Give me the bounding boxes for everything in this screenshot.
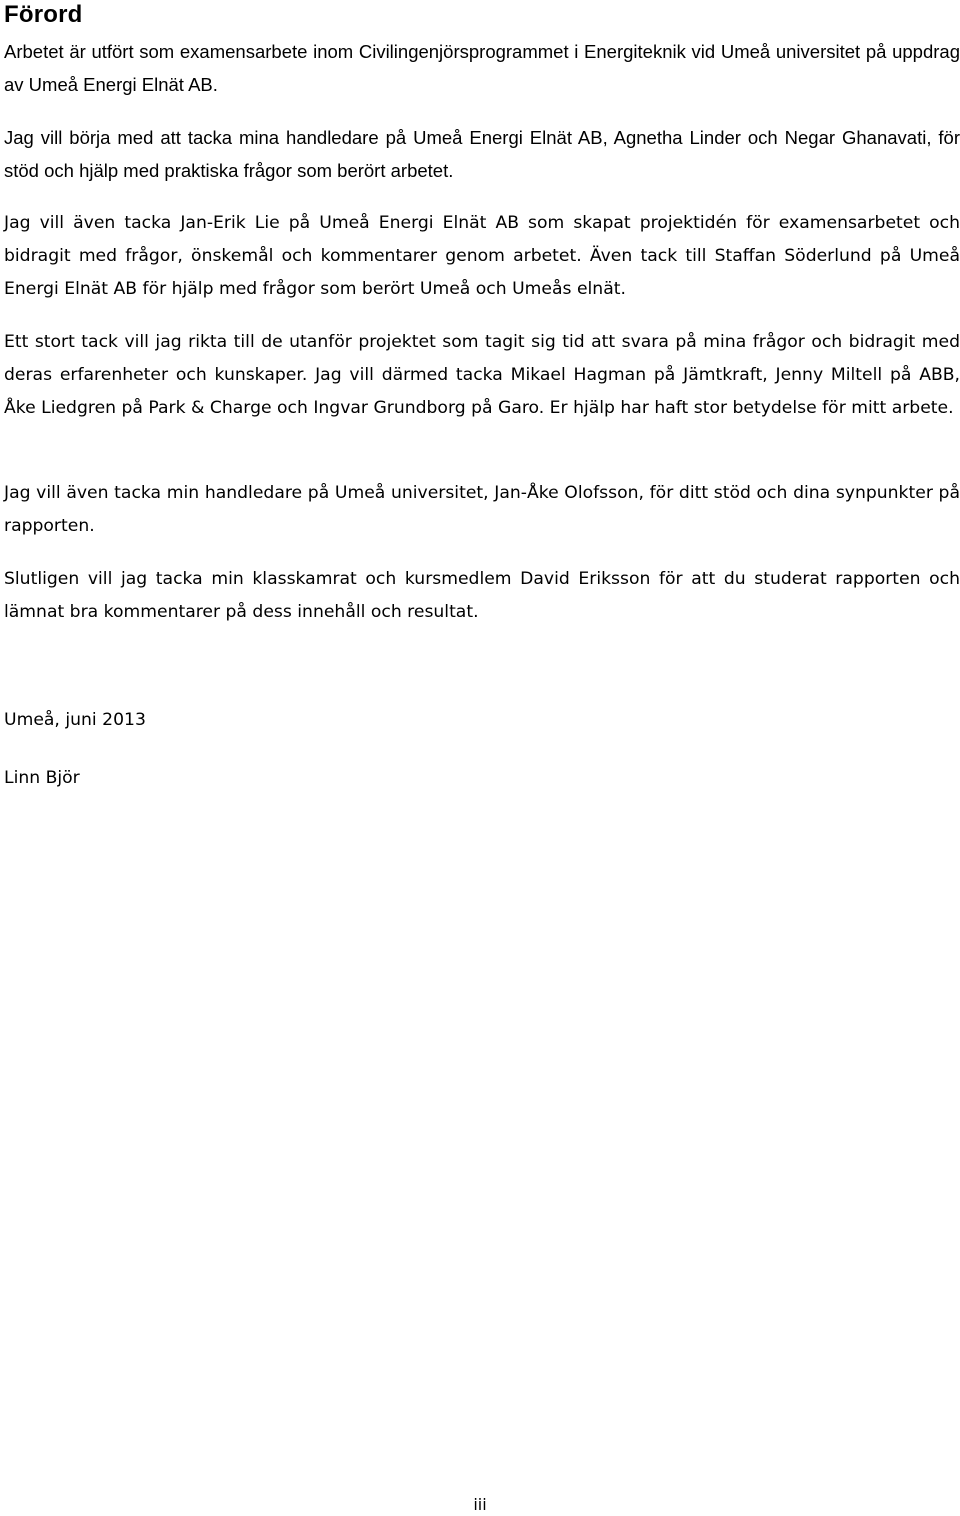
- paragraph-external-thanks: Ett stort tack vill jag rikta till de utanför projektet som tagit sig tid att svara på mina frågor och bidragit med deras erfarenheter och kunskaper. Jag vill därmed tacka Mikael Hagman på Jämtkraft, Jenny Miltell på ABB, Åke Liedgren på Park & Charge och Ingvar Grundborg på Garo. Er hjälp har haft stor betydelse för mitt arbete.: [4, 332, 960, 418]
- place-date: Umeå, juni 2013: [4, 710, 146, 730]
- page-title: Förord: [4, 1, 83, 28]
- page-number: iii: [473, 1495, 487, 1514]
- paragraph-university-supervisor: Jag vill även tacka min handledare på Umeå universitet, Jan-Åke Olofsson, för ditt stöd och dina synpunkter på rapporten.: [4, 483, 960, 536]
- paragraph-supervisors: Jag vill börja med att tacka mina handledare på Umeå Energi Elnät AB, Agnetha Linder och Negar Ghanavati, för stöd och hjälp med praktiska frågor som berört arbetet.: [4, 127, 960, 181]
- paragraph-intro: Arbetet är utfört som examensarbete inom Civilingenjörsprogrammet i Energiteknik vid Umeå universitet på uppdrag av Umeå Energi Elnät AB.: [4, 41, 960, 95]
- paragraph-project-idea: Jag vill även tacka Jan-Erik Lie på Umeå Energi Elnät AB som skapat projektidén för examensarbetet och bidragit med frågor, önskemål och kommentarer genom arbetet. Även tack till Staffan Söderlund på Umeå Energi Elnät AB för hjälp med frågor som berört Umeå och Umeås elnät.: [4, 213, 960, 299]
- paragraph-classmate: Slutligen vill jag tacka min klasskamrat och kursmedlem David Eriksson för att du studerat rapporten och lämnat bra kommentarer på dess innehåll och resultat.: [4, 569, 960, 622]
- author-name: Linn Björ: [4, 768, 80, 788]
